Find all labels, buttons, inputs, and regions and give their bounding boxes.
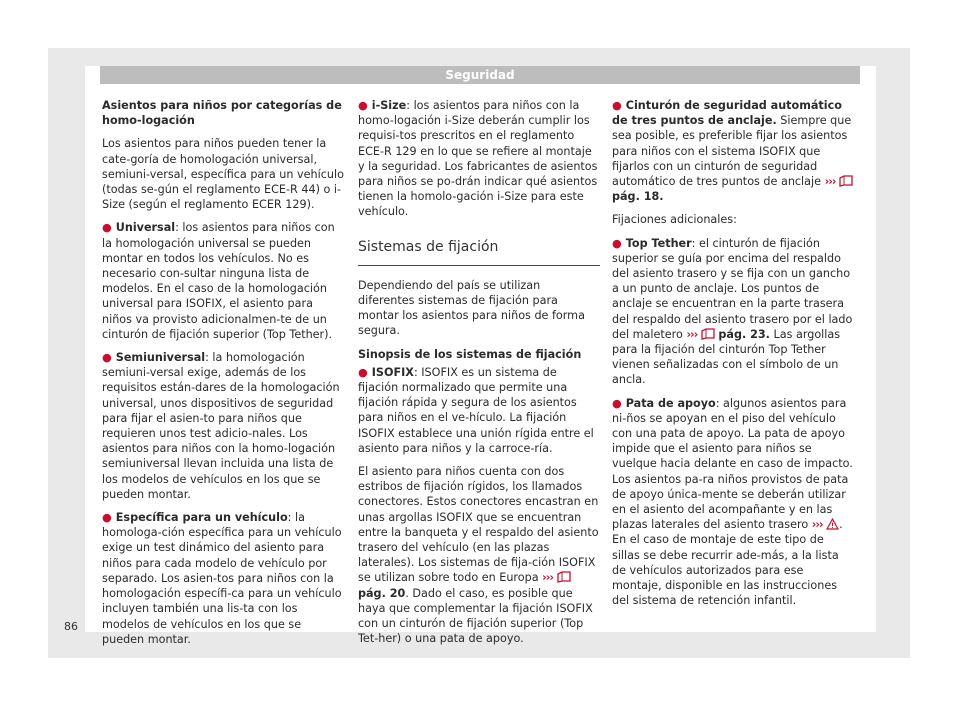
item-text: . En el caso de montaje de este tipo de sillas se debe recurrir ade-más, a la lista de vehículos autorizados para ese montaje, disponible en las instrucciones del sistema de retención infantil. [612, 518, 843, 608]
page-reference-link[interactable]: pág. 20 [358, 586, 406, 600]
list-item [612, 236, 854, 388]
book-icon[interactable] [701, 328, 715, 340]
paragraph: Fijaciones adicionales: [612, 213, 737, 227]
item-term: ISOFIX [371, 365, 414, 379]
section-header: Seguridad [100, 66, 860, 84]
subsection-heading: Asientos para niños por categorías de homo-logación [102, 99, 342, 128]
reference-arrow: ››› [686, 327, 698, 341]
bullet-icon: ● [102, 351, 112, 365]
section-title: Sistemas de fijación [358, 228, 600, 266]
list-item [102, 220, 344, 342]
item-text: : ISOFIX es un sistema de fijación normalizado que permite una fijación rápida y segura de los asientos para niños en el ve-hículo. La fijación ISOFIX establece una unión rígida entre el asiento para niños y la carroce-ría. [358, 365, 594, 455]
item-term: Específica para un vehículo [115, 511, 288, 525]
item-text: : los asientos para niños con la homologación universal se pueden montar en todos los vehículos. No es necesario con-sultar ninguna lista de modelos. En el caso de la homologación universal para ISOFIX, el asiento para niños va provisto adicionalmen-te de un cinturón de fijación superior (Top Tether). [102, 221, 335, 341]
item-term: Top Tether [625, 236, 692, 250]
list-item [358, 98, 600, 220]
item-term: Semiuniversal [115, 351, 206, 365]
item-text: : la homologa-ción específica para un vehículo exige un test dinámico del asiento para niños para cada modelo de vehículo por separado. Los asien-tos para niños con la homologación específi-ca para un vehículo incluyen también una lis-ta con los modelos de vehículos en los que se pueden montar. [102, 511, 342, 646]
reference-arrow: ››› [542, 571, 553, 585]
paragraph [358, 464, 600, 646]
bullet-icon: ● [358, 99, 368, 112]
page-reference-link[interactable]: pág. 18. [612, 190, 664, 204]
column-right [612, 98, 854, 617]
bullet-icon: ● [612, 236, 622, 250]
list-item [102, 510, 344, 647]
item-term: Universal [115, 221, 176, 235]
item-text: Las argollas para la fijación del cinturón Top Tether vienen señalizadas con el símbolo de un ancla. [612, 327, 841, 387]
reference-arrow: ››› [824, 175, 836, 189]
bullet-icon: ● [358, 365, 368, 379]
reference-arrow: ››› [811, 518, 823, 532]
item-text: Siempre que sea posible, es preferible fijar los asientos para niños con el sistema ISOFIX que fijarlos con un cinturón de seguridad automático de tres puntos de anclaje [612, 114, 852, 189]
item-term: Cinturón de seguridad automático de tres puntos de anclaje. [612, 99, 842, 128]
item-text: : algunos asientos para ni-ños se apoyan en el piso del vehículo con una pata de apoyo. La pata de apoyo impide que el asiento para niños se vuelque hacia delante en caso de impacto. Los asientos pa-ra niños provistos de pata de apoyo única-mente se deberán utilizar en el asiento del acompañante y en las plazas laterales del asiento trasero [612, 396, 853, 532]
bullet-icon: ● [102, 221, 112, 235]
column-middle [358, 98, 600, 655]
list-item [612, 396, 854, 609]
paragraph-text: El asiento para niños cuenta con dos estribos de fijación rígidos, los llamados conectores. Estos conectores encastran en unas argollas ISOFIX que se encuentran entre la banqueta y el respaldo del asiento trasero del vehículo (en las plazas laterales). Los sistemas de fija-ción ISOFIX se utilizan sobre todo en Europa [358, 465, 599, 585]
paragraph: Dependiendo del país se utilizan diferentes sistemas de fijación para montar los asientos para niños de forma segura. [358, 278, 585, 338]
warning-icon[interactable] [826, 518, 839, 530]
book-icon[interactable] [839, 175, 853, 187]
list-item [612, 98, 854, 204]
list-item [358, 365, 600, 456]
page-reference-link[interactable]: pág. 23. [718, 327, 770, 341]
bullet-icon: ● [102, 511, 112, 525]
item-term: Pata de apoyo [625, 396, 716, 410]
bullet-icon: ● [612, 99, 622, 112]
subsection-heading: Sinopsis de los sistemas de fijación [358, 347, 582, 361]
intro-paragraph: Los asientos para niños pueden tener la cate-goría de homologación universal, semiuni-versal, específica para un vehículo (todas se-gún el reglamento ECE-R 44) o i-Size (según el reglamento ECER 129). [102, 137, 344, 212]
book-icon[interactable] [557, 571, 571, 583]
column-left [102, 98, 344, 655]
paragraph-text: . Dado el caso, es posible que haya que complementar la fijación ISOFIX con un cinturón de fijación superior (Top Tet-her) o una pata de apoyo. [358, 586, 593, 646]
item-text: : los asientos para niños con la homo-logación i-Size deberán cumplir los requisi-tos prescritos en el reglamento ECE-R 129 en lo que se refiere al montaje y la seguridad. Los fabricantes de asientos para niños se po-drán indicar qué asientos tienen la homolo-gación i-Size para este vehículo. [358, 99, 598, 219]
item-text: : el cinturón de fijación superior se guía por encima del respaldo del asiento trasero y se fija con un gancho a un punto de anclaje. Los puntos de anclaje se encuentran en la parte trasera del respaldo del asiento trasero por el lado del maletero [612, 236, 853, 341]
bullet-icon: ● [612, 396, 622, 410]
item-text: : la homologación semiuni-versal exige, además de los requisitos están-dares de la homologación universal, unos dispositivos de seguridad para fijar el asien-to para niños que requieren unos test adicio-nales. Los asientos para niños con la homo-logación semiuniversal llevan incluida una lista de los modelos de vehículos en los que se pueden montar. [102, 351, 340, 501]
page-number: 86 [64, 620, 78, 633]
item-term: i-Size [371, 99, 407, 112]
list-item [102, 350, 344, 502]
